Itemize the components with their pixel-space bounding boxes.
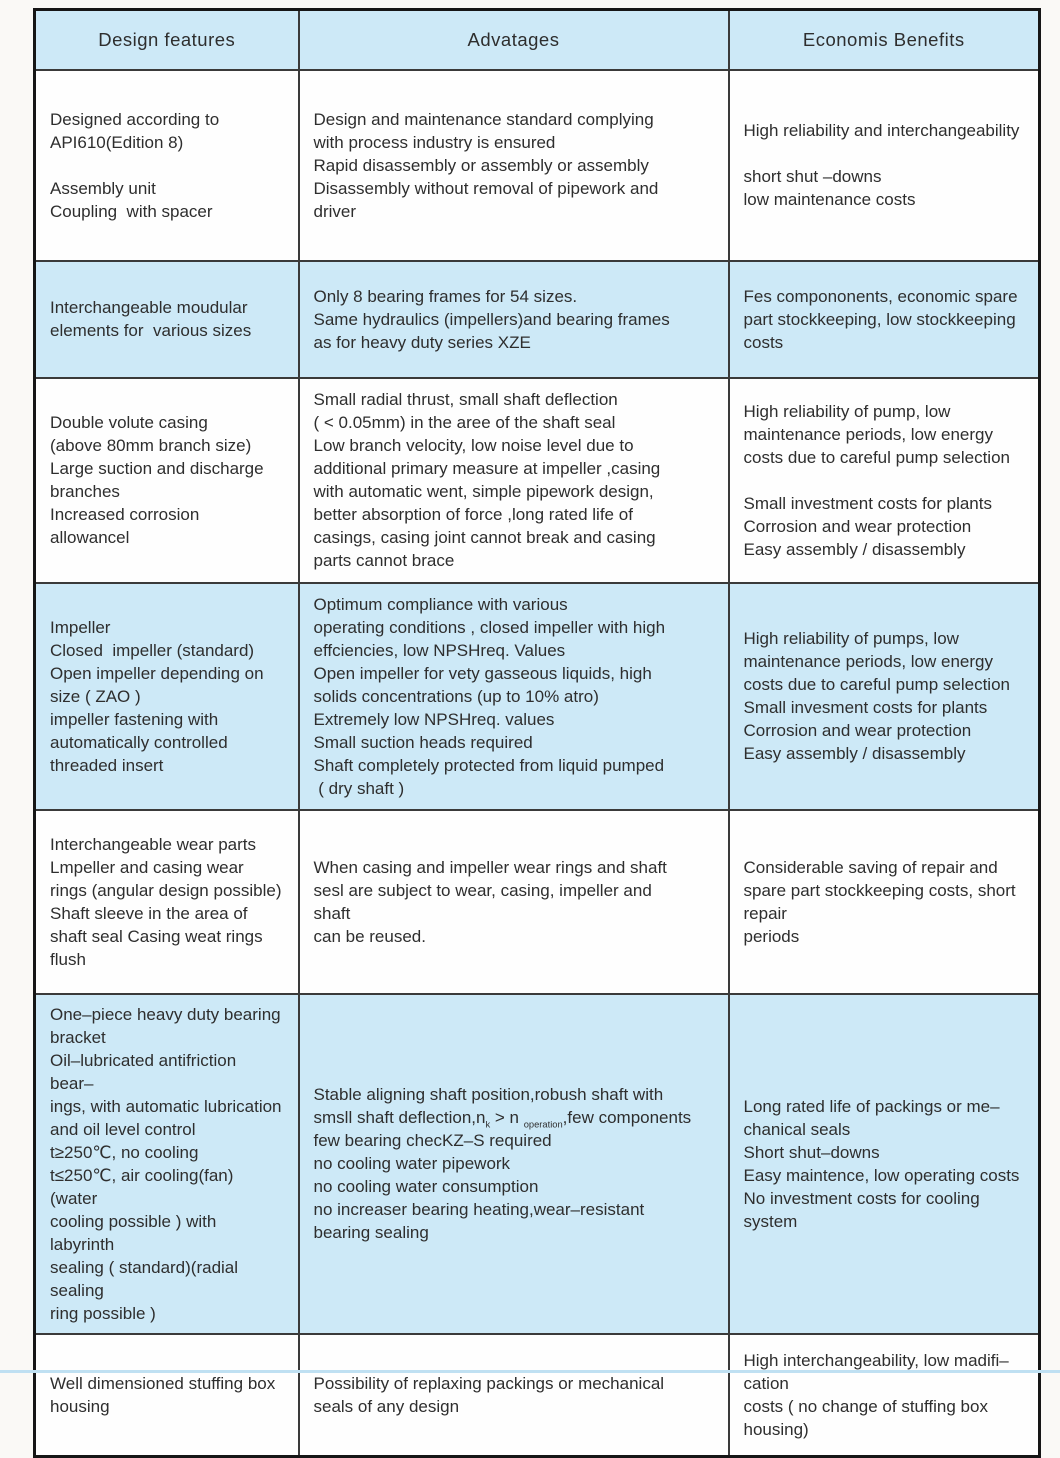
- cell-line: bearing sealing: [313, 1223, 429, 1242]
- cell-line: repair: [743, 903, 787, 923]
- cell-line: Impeller: [50, 617, 111, 637]
- cell-line: Small suction heads required: [313, 732, 533, 752]
- table-row: [35, 810, 1040, 994]
- cell-line: t≤250℃, air cooling(fan) (water: [50, 1165, 239, 1208]
- cell-line: smsll shaft $deflection,n_k > n$ $_{operation}$,few components: [313, 1108, 692, 1130]
- header-economic-benefits: Economis Benefits: [729, 10, 1040, 70]
- cell-line: Small invesment costs for plants: [743, 698, 988, 717]
- cell-line: system: [743, 1211, 798, 1231]
- cell-design-features: [35, 70, 299, 261]
- cell-line: size ( ZAO ): [50, 686, 141, 706]
- cell-line: maintenance periods, low energy: [743, 424, 993, 444]
- cell-line: Design and maintenance standard complying: [313, 109, 654, 129]
- cell-line: Long rated life of packings or me–: [743, 1096, 1000, 1116]
- cell-line: Short shut–downs: [743, 1142, 880, 1162]
- cell-line: few bearing checKZ–S required: [313, 1131, 552, 1150]
- cell-benefits: [729, 1334, 1040, 1457]
- cell-line: housing): [743, 1419, 809, 1439]
- cell-line: low maintenance costs: [743, 190, 916, 209]
- cell-line: Well dimensioned stuffing box: [50, 1373, 276, 1393]
- cell-line: Interchangeable moudular: [50, 298, 248, 317]
- cell-benefits: [729, 261, 1040, 378]
- cell-line: Same hydraulics (impellers)and bearing frames: [313, 309, 670, 329]
- cell-line: Rapid disassembly or assembly or assembly: [313, 155, 649, 175]
- cell-design-features: [35, 261, 299, 378]
- cell-line: ( dry shaft ): [313, 778, 405, 798]
- cell-line: branches: [50, 482, 120, 501]
- cell-line: Small investment costs for plants: [743, 493, 992, 513]
- cell-line: ( < 0.05mm) in the aree of the shaft seal: [313, 413, 616, 432]
- cell-line: rings (angular design possible): [50, 880, 282, 900]
- pump-spec-table: [33, 8, 1041, 1458]
- cell-line: parts cannot brace: [313, 551, 455, 570]
- cell-line: When casing and impeller wear rings and shaft: [313, 857, 667, 877]
- cell-line: effciencies, low NPSHreq. Values: [313, 640, 566, 660]
- cell-line: no increaser bearing heating,wear–resistant: [313, 1200, 645, 1219]
- table-row: [35, 70, 1040, 261]
- cell-line: maintenance periods, low energy: [743, 652, 993, 671]
- cell-line: Easy assembly / disassembly: [743, 744, 966, 763]
- cell-line: High reliability and interchangeability: [743, 121, 1020, 140]
- cell-line: Interchangeable wear parts: [50, 834, 257, 854]
- cell-line: as for heavy duty series XZE: [313, 332, 531, 352]
- header-advantages: Advatages: [299, 10, 729, 70]
- cell-line: Shaft sleeve in the area of: [50, 903, 248, 923]
- cell-benefits: [729, 378, 1040, 583]
- table-row: [35, 583, 1040, 810]
- cell-design-features: [35, 583, 299, 810]
- table-row: [35, 994, 1040, 1334]
- cell-line: shaft: [313, 903, 351, 923]
- cell-design-features: [35, 994, 299, 1334]
- cell-line: short shut –downs: [743, 167, 882, 186]
- cell-line: Corrosion and wear protection: [743, 721, 972, 740]
- cell-line: Closed impeller (standard): [50, 640, 255, 660]
- cell-advantages: [299, 810, 729, 994]
- cell-line: t≥250℃, no cooling: [50, 1142, 199, 1162]
- cell-line: flush: [50, 949, 86, 969]
- cell-line: Oil–lubricated antifriction bear–: [50, 1050, 241, 1093]
- cell-benefits: [729, 70, 1040, 261]
- cell-line: Considerable saving of repair and: [743, 857, 998, 877]
- cell-line: additional primary measure at impeller ,casing: [313, 459, 661, 478]
- cell-line: Small radial thrust, small shaft deflection: [313, 390, 618, 409]
- cell-line: Corrosion and wear protection: [743, 516, 972, 536]
- cell-line: elements for various sizes: [50, 321, 252, 340]
- cell-line: threaded insert: [50, 755, 164, 775]
- cell-advantages: [299, 1334, 729, 1457]
- cell-line: Disassembly without removal of pipework and: [313, 178, 659, 198]
- cell-advantages: [299, 994, 729, 1334]
- cell-line: Shaft completely protected from liquid pumped: [313, 755, 665, 775]
- cell-line: Low branch velocity, low noise level due to: [313, 436, 634, 455]
- cell-line: Coupling with spacer: [50, 201, 213, 221]
- cell-line: cooling possible ) with labyrinth: [50, 1211, 222, 1254]
- cell-advantages: [299, 378, 729, 583]
- cell-benefits: [729, 994, 1040, 1334]
- cell-line: costs due to careful pump selection: [743, 447, 1010, 467]
- cell-line: Fes compononents, economic spare: [743, 286, 1018, 306]
- cell-line: costs due to careful pump selection: [743, 675, 1010, 694]
- cell-line: part stockkeeping, low stockkeeping: [743, 309, 1016, 329]
- cell-benefits: [729, 583, 1040, 810]
- cell-line: One–piece heavy duty bearing: [50, 1004, 281, 1024]
- cell-line: sealing ( standard)(radial sealing: [50, 1257, 243, 1300]
- cell-line: Large suction and discharge: [50, 459, 264, 478]
- cell-line: driver: [313, 201, 357, 221]
- cell-line: costs: [743, 332, 784, 352]
- cell-line: with process industry is ensured: [313, 132, 556, 152]
- cell-line: No investment costs for cooling: [743, 1188, 980, 1208]
- cell-line: [50, 154, 284, 177]
- cell-line: Extremely low NPSHreq. values: [313, 709, 555, 729]
- cell-line: Open impeller for vety gasseous liquids, high: [313, 663, 652, 683]
- cell-line: Stable aligning shaft position,robush shaft with: [313, 1085, 664, 1104]
- cell-line: High reliability of pump, low: [743, 401, 951, 421]
- cell-design-features: [35, 378, 299, 583]
- cell-design-features: [35, 1334, 299, 1457]
- cell-line: Increased corrosion: [50, 505, 200, 524]
- bottom-divider: [0, 1370, 1060, 1373]
- table-row: [35, 378, 1040, 583]
- cell-line: and oil level control: [50, 1119, 196, 1139]
- cell-line: Optimum compliance with various: [313, 594, 568, 614]
- cell-line: housing: [50, 1396, 110, 1416]
- cell-line: no cooling water consumption: [313, 1177, 539, 1196]
- cell-line: High reliability of pumps, low: [743, 629, 959, 648]
- cell-line: Double volute casing: [50, 413, 208, 432]
- cell-design-features: [35, 810, 299, 994]
- cell-line: cation: [743, 1373, 789, 1393]
- cell-line: seals of any design: [313, 1396, 460, 1416]
- cell-line: Only 8 bearing frames for 54 sizes.: [313, 286, 578, 306]
- cell-line: Easy assembly / disassembly: [743, 539, 966, 559]
- cell-line: Designed according to: [50, 109, 220, 129]
- cell-line: costs ( no change of stuffing box: [743, 1396, 988, 1416]
- cell-line: better absorption of force ,long rated life of: [313, 505, 633, 524]
- cell-line: ring possible ): [50, 1303, 156, 1323]
- cell-line: casings, casing joint cannot break and casing: [313, 528, 656, 547]
- cell-line: [744, 142, 1025, 165]
- table-row: [35, 261, 1040, 378]
- cell-line: operating conditions , closed impeller with high: [313, 617, 666, 637]
- cell-line: Open impeller depending on: [50, 663, 264, 683]
- cell-line: spare part stockkeeping costs, short: [743, 880, 1016, 900]
- cell-line: Lmpeller and casing wear: [50, 857, 244, 877]
- header-design-features: Design features: [35, 10, 299, 70]
- cell-line: (above 80mm branch size): [50, 436, 252, 455]
- cell-advantages: [299, 583, 729, 810]
- cell-line: Easy maintence, low operating costs: [743, 1165, 1020, 1185]
- cell-line: [744, 469, 1025, 492]
- cell-line: High interchangeability, low madifi–: [743, 1350, 1009, 1370]
- cell-line: automatically controlled: [50, 732, 228, 752]
- cell-line: with automatic went, simple pipework design,: [313, 482, 654, 501]
- cell-line: API610(Edition 8): [50, 132, 184, 152]
- cell-line: periods: [743, 926, 800, 946]
- cell-line: sesl are subject to wear, casing, impeller and: [313, 880, 652, 900]
- cell-line: Assembly unit: [50, 178, 156, 198]
- cell-line: solids concentrations (up to 10% atro): [313, 686, 599, 706]
- cell-advantages: [299, 70, 729, 261]
- table-row: [35, 1334, 1040, 1457]
- cell-line: can be reused.: [313, 926, 426, 946]
- cell-line: Possibility of replaxing packings or mechanical: [313, 1373, 665, 1393]
- cell-advantages: [299, 261, 729, 378]
- cell-line: chanical seals: [743, 1119, 851, 1139]
- cell-line: ings, with automatic lubrication: [50, 1096, 282, 1116]
- cell-line: no cooling water pipework: [313, 1154, 511, 1173]
- cell-line: impeller fastening with: [50, 709, 219, 729]
- header-row: [35, 10, 1040, 70]
- cell-line: shaft seal Casing weat rings: [50, 926, 263, 946]
- cell-benefits: [729, 810, 1040, 994]
- cell-line: allowancel: [50, 528, 130, 547]
- cell-line: bracket: [50, 1027, 106, 1047]
